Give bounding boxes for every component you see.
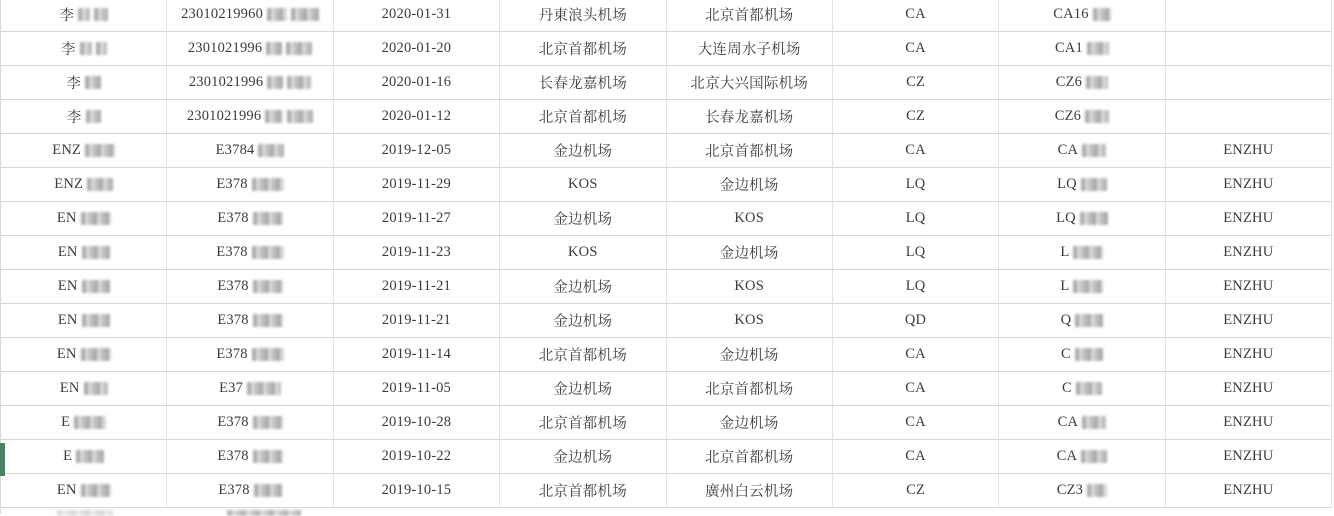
cell-text: ENZ: [54, 176, 84, 192]
cell-text: E: [63, 448, 73, 464]
cell-text: CZ: [906, 482, 926, 498]
cell-departure-airport-r15[interactable]: [500, 474, 666, 508]
cell-date-r10[interactable]: [334, 304, 500, 338]
cell-flight-number-r3[interactable]: [999, 66, 1165, 100]
cell-text: EN: [56, 346, 77, 362]
cell-text: 北京首都机场: [538, 110, 627, 126]
redaction-blur: [1082, 144, 1106, 157]
cell-passenger-pinyin-r12[interactable]: [1166, 372, 1332, 406]
cell-arrival-airport-r5[interactable]: [667, 134, 833, 168]
cell-text: KOS: [734, 278, 764, 294]
cell-date-r15[interactable]: [334, 474, 500, 508]
cell-id-number-r13[interactable]: [167, 406, 333, 440]
cell-flight-number-r1[interactable]: [999, 0, 1165, 32]
cell-airline-code-r14[interactable]: [833, 440, 999, 474]
cell-text: 金边机场: [719, 178, 779, 194]
cell-id-number-r1[interactable]: [167, 0, 333, 32]
cell-airline-code-r1[interactable]: [833, 0, 999, 32]
cell-departure-airport-r10[interactable]: [500, 304, 666, 338]
redaction-blur: [85, 144, 115, 157]
cell-text: 金边机场: [553, 450, 613, 466]
redaction-blur: [1082, 416, 1106, 429]
cell-text: 李: [66, 110, 82, 126]
cell-text: 2019-11-21: [381, 312, 451, 328]
cell-text: 北京首都机场: [538, 484, 627, 500]
cell-departure-airport-r7[interactable]: [500, 202, 666, 236]
cell-arrival-airport-r3[interactable]: [667, 66, 833, 100]
cell-text: 2019-11-27: [381, 210, 451, 226]
cell-id-number-r11[interactable]: [167, 338, 333, 372]
cell-arrival-airport-r1[interactable]: [667, 0, 833, 32]
cell-text: C: [1061, 346, 1071, 362]
cell-text: 金边机场: [553, 212, 613, 228]
cell-text: 北京首都机场: [538, 42, 627, 58]
cell-airline-code-r4[interactable]: [833, 100, 999, 134]
cell-arrival-airport-r9[interactable]: [667, 270, 833, 304]
redaction-blur: [81, 348, 111, 361]
cell-text: LQ: [1057, 176, 1077, 192]
cell-passenger-pinyin-r10[interactable]: [1166, 304, 1332, 338]
cell-text: CA: [1057, 414, 1079, 430]
cell-text: 2019-11-29: [381, 176, 451, 192]
cell-text: 北京大兴国际机场: [690, 76, 808, 92]
cell-text: CZ6: [1054, 108, 1082, 124]
cell-text: E: [61, 414, 71, 430]
cell-text: ENZHU: [1223, 176, 1274, 192]
cell-text: 金边机场: [553, 280, 613, 296]
cell-text: LQ: [905, 244, 926, 260]
cell-flight-number-r13[interactable]: [999, 406, 1165, 440]
cell-date-r7[interactable]: [334, 202, 500, 236]
cell-departure-airport-r6[interactable]: [500, 168, 666, 202]
cell-text: CA: [1056, 448, 1078, 464]
redaction-blur: [227, 510, 301, 516]
cell-flight-number-r2[interactable]: [999, 32, 1165, 66]
cell-text: CA: [905, 40, 926, 56]
cell-text: 丹東浪头机场: [538, 8, 627, 24]
cell-text: E37: [219, 380, 244, 396]
cell-text: CZ: [906, 74, 926, 90]
cell-id-number-r2[interactable]: [167, 32, 333, 66]
cell-id-number-r5[interactable]: [167, 134, 333, 168]
cell-text: CA: [905, 142, 926, 158]
cell-airline-code-r5[interactable]: [833, 134, 999, 168]
cell-text: 2301021996: [188, 74, 264, 90]
redaction-blur: [1087, 484, 1107, 497]
cell-text: CA1: [1054, 40, 1083, 56]
cell-text: 李: [59, 8, 75, 24]
cell-id-number-r3[interactable]: [167, 66, 333, 100]
cell-text: CA: [905, 414, 926, 430]
cell-date-r14[interactable]: [334, 440, 500, 474]
cell-text: 大连周水子机场: [697, 42, 801, 58]
cell-text: ENZ: [52, 142, 82, 158]
redaction-blur: [80, 42, 92, 55]
cell-departure-airport-r8[interactable]: [500, 236, 666, 270]
cell-id-number-r15[interactable]: [167, 474, 333, 508]
cell-text: E3784: [215, 142, 255, 158]
cell-text: E378: [216, 244, 248, 260]
cell-date-r8[interactable]: [334, 236, 500, 270]
cell-text: 2019-11-05: [381, 380, 451, 396]
cell-passenger-pinyin-r4[interactable]: [1166, 100, 1332, 134]
cell-passenger-pinyin-r2[interactable]: [1166, 32, 1332, 66]
cell-departure-airport-r12[interactable]: [500, 372, 666, 406]
cell-name-r13[interactable]: [1, 406, 167, 440]
cell-date-r2[interactable]: [334, 32, 500, 66]
cell-text: ENZHU: [1223, 142, 1274, 158]
cell-departure-airport-r13[interactable]: [500, 406, 666, 440]
redaction-blur: [1073, 246, 1103, 259]
cell-text: 2019-10-28: [381, 414, 452, 430]
cell-name-r14[interactable]: [1, 440, 167, 474]
cell-passenger-pinyin-r1[interactable]: [1166, 0, 1332, 32]
cell-date-r4[interactable]: [334, 100, 500, 134]
cell-name-r2[interactable]: [1, 32, 167, 66]
cell-passenger-pinyin-r8[interactable]: [1166, 236, 1332, 270]
cell-text: ENZHU: [1223, 482, 1274, 498]
cell-departure-airport-r5[interactable]: [500, 134, 666, 168]
redaction-blur: [252, 178, 284, 191]
redaction-blur: [254, 484, 282, 497]
redaction-blur: [266, 42, 282, 55]
redaction-blur: [84, 382, 108, 395]
redaction-blur: [265, 110, 283, 123]
cell-airline-code-r7[interactable]: [833, 202, 999, 236]
cell-text: CA16: [1053, 6, 1089, 22]
cell-text: E378: [218, 482, 250, 498]
cell-text: 金边机场: [719, 416, 779, 432]
cell-text: 2301021996: [186, 108, 262, 124]
cell-airline-code-r12[interactable]: [833, 372, 999, 406]
cell-text: E378: [217, 414, 249, 430]
cell-text: KOS: [734, 210, 764, 226]
redaction-blur: [85, 76, 101, 89]
cell-text: 廣州白云机场: [705, 484, 794, 500]
cell-text: EN: [56, 482, 77, 498]
cell-flight-number-r6[interactable]: [999, 168, 1165, 202]
redaction-blur: [74, 416, 106, 429]
cell-text: E378: [216, 176, 248, 192]
redaction-blur: [81, 484, 111, 497]
cell-text: E378: [216, 346, 248, 362]
redaction-blur: [253, 416, 283, 429]
cell-passenger-pinyin-r14[interactable]: [1166, 440, 1332, 474]
cell-text: 2020-01-12: [381, 108, 452, 124]
cell-name-r6[interactable]: [1, 168, 167, 202]
cell-id-number-r12[interactable]: [167, 372, 333, 406]
cell-text: EN: [57, 244, 78, 260]
redaction-blur: [1075, 348, 1103, 361]
cell-date-r12[interactable]: [334, 372, 500, 406]
cell-airline-code-r9[interactable]: [833, 270, 999, 304]
cell-passenger-pinyin-r11[interactable]: [1166, 338, 1332, 372]
cell-text: CZ: [906, 108, 926, 124]
cell-text: EN: [59, 380, 80, 396]
cell-passenger-pinyin-r13[interactable]: [1166, 406, 1332, 440]
cell-text: KOS: [568, 244, 598, 260]
cell-name-r15[interactable]: [1, 474, 167, 508]
cell-arrival-airport-r13[interactable]: [667, 406, 833, 440]
cell-passenger-pinyin-r9[interactable]: [1166, 270, 1332, 304]
cell-id-number-r8[interactable]: [167, 236, 333, 270]
cell-id-number-r10[interactable]: [167, 304, 333, 338]
cell-airline-code-r6[interactable]: [833, 168, 999, 202]
cell-date-r5[interactable]: [334, 134, 500, 168]
cell-date-r13[interactable]: [334, 406, 500, 440]
redaction-blur: [82, 314, 110, 327]
cell-id-number-r6[interactable]: [167, 168, 333, 202]
cell-text: LQ: [1056, 210, 1076, 226]
cell-text: 北京首都机场: [705, 144, 794, 160]
cell-arrival-airport-r11[interactable]: [667, 338, 833, 372]
redaction-blur: [247, 382, 281, 395]
cell-text: CA: [905, 346, 926, 362]
redaction-blur: [287, 110, 313, 123]
redaction-blur: [1087, 42, 1109, 55]
cell-text: 北京首都机场: [538, 416, 627, 432]
cell-text: 2020-01-20: [381, 40, 452, 56]
redaction-blur: [1080, 212, 1108, 225]
cell-name-r1[interactable]: [1, 0, 167, 32]
cell-arrival-airport-r7[interactable]: [667, 202, 833, 236]
cell-flight-number-r9[interactable]: [999, 270, 1165, 304]
cell-text: CZ6: [1055, 74, 1083, 90]
redaction-blur: [1086, 76, 1108, 89]
cell-departure-airport-r9[interactable]: [500, 270, 666, 304]
cell-name-r3[interactable]: [1, 66, 167, 100]
redaction-blur: [82, 280, 110, 293]
cell-name-r9[interactable]: [1, 270, 167, 304]
cell-arrival-airport-r12[interactable]: [667, 372, 833, 406]
redaction-blur: [1081, 178, 1107, 191]
cell-text: 北京首都机场: [705, 8, 794, 24]
redaction-blur: [253, 280, 283, 293]
cell-text: 金边机场: [553, 314, 613, 330]
cell-name-r11[interactable]: [1, 338, 167, 372]
cell-text: 2019-10-15: [381, 482, 452, 498]
redaction-blur: [82, 246, 110, 259]
redaction-blur: [267, 76, 283, 89]
cell-passenger-pinyin-r3[interactable]: [1166, 66, 1332, 100]
redaction-blur: [76, 450, 104, 463]
cell-text: ENZHU: [1223, 278, 1274, 294]
cell-text: CZ3: [1056, 482, 1084, 498]
cell-text: CA: [1057, 142, 1079, 158]
cell-date-r3[interactable]: [334, 66, 500, 100]
redaction-blur: [291, 8, 319, 21]
cell-flight-number-r10[interactable]: [999, 304, 1165, 338]
cell-text: 2020-01-31: [381, 6, 452, 22]
cell-flight-number-r12[interactable]: [999, 372, 1165, 406]
cell-text: QD: [904, 312, 927, 328]
cell-text: KOS: [734, 312, 764, 328]
cell-text: EN: [57, 312, 78, 328]
redaction-blur: [258, 144, 284, 157]
cell-departure-airport-r2[interactable]: [500, 32, 666, 66]
cell-text: 金边机场: [553, 382, 613, 398]
cell-arrival-airport-r4[interactable]: [667, 100, 833, 134]
cell-arrival-airport-r8[interactable]: [667, 236, 833, 270]
redaction-blur: [1075, 314, 1103, 327]
cell-airline-code-r15[interactable]: [833, 474, 999, 508]
cell-airline-code-r8[interactable]: [833, 236, 999, 270]
cell-departure-airport-r1[interactable]: [500, 0, 666, 32]
redaction-blur: [1085, 110, 1109, 123]
cell-text: 2019-11-21: [381, 278, 451, 294]
cell-airline-code-r3[interactable]: [833, 66, 999, 100]
cell-text: E378: [217, 278, 249, 294]
cell-text: 长春龙嘉机场: [538, 76, 627, 92]
redaction-blur: [267, 8, 287, 21]
cell-arrival-airport-r14[interactable]: [667, 440, 833, 474]
cell-text: 北京首都机场: [538, 348, 627, 364]
cell-text: 金边机场: [553, 144, 613, 160]
cell-text: 2019-10-22: [381, 448, 452, 464]
redaction-blur: [253, 212, 283, 225]
cell-text: CA: [905, 448, 926, 464]
cell-departure-airport-r4[interactable]: [500, 100, 666, 134]
cell-arrival-airport-r6[interactable]: [667, 168, 833, 202]
cell-text: ENZHU: [1223, 448, 1274, 464]
cell-text: 金边机场: [719, 246, 779, 262]
cell-flight-number-r15[interactable]: [999, 474, 1165, 508]
redaction-blur: [286, 42, 312, 55]
cell-name-r4[interactable]: [1, 100, 167, 134]
cell-flight-number-r14[interactable]: [999, 440, 1165, 474]
cell-date-r6[interactable]: [334, 168, 500, 202]
cell-text: ENZHU: [1223, 414, 1274, 430]
redaction-blur: [1073, 280, 1103, 293]
cell-id-number-r14[interactable]: [167, 440, 333, 474]
cell-flight-number-r11[interactable]: [999, 338, 1165, 372]
cell-date-r11[interactable]: [334, 338, 500, 372]
redaction-blur: [1081, 450, 1107, 463]
cell-text: ENZHU: [1223, 380, 1274, 396]
cell-id-number-r7[interactable]: [167, 202, 333, 236]
cell-airline-code-r2[interactable]: [833, 32, 999, 66]
cell-text: 长春龙嘉机场: [705, 110, 794, 126]
cell-text: ENZHU: [1223, 346, 1274, 362]
cell-text: ENZHU: [1223, 210, 1274, 226]
cell-text: CA: [905, 6, 926, 22]
cell-text: C: [1062, 380, 1072, 396]
cell-text: 2020-01-16: [381, 74, 452, 90]
cell-passenger-pinyin-r6[interactable]: [1166, 168, 1332, 202]
cell-text: LQ: [905, 210, 926, 226]
cell-name-r7[interactable]: [1, 202, 167, 236]
redaction-blur: [253, 314, 283, 327]
redaction-blur: [78, 8, 90, 21]
cell-passenger-pinyin-r15[interactable]: [1166, 474, 1332, 508]
cell-departure-airport-r14[interactable]: [500, 440, 666, 474]
cell-text: 李: [60, 42, 76, 58]
cell-text: KOS: [568, 176, 598, 192]
cell-passenger-pinyin-r5[interactable]: [1166, 134, 1332, 168]
cell-flight-number-r4[interactable]: [999, 100, 1165, 134]
redaction-blur: [57, 510, 113, 516]
cell-text: 2019-11-14: [381, 346, 451, 362]
cell-text: 2301021996: [187, 40, 263, 56]
cell-text: ENZHU: [1223, 244, 1274, 260]
cell-date-r1[interactable]: [334, 0, 500, 32]
partial-next-row: [0, 509, 1334, 514]
cell-id-number-r9[interactable]: [167, 270, 333, 304]
redaction-blur: [94, 8, 108, 21]
redaction-blur: [253, 450, 283, 463]
cell-name-r5[interactable]: [1, 134, 167, 168]
cell-airline-code-r13[interactable]: [833, 406, 999, 440]
cell-name-r8[interactable]: [1, 236, 167, 270]
redaction-blur: [1076, 382, 1102, 395]
cell-text: E378: [217, 210, 249, 226]
cell-flight-number-r8[interactable]: [999, 236, 1165, 270]
redaction-blur: [96, 42, 107, 55]
cell-text: LQ: [905, 176, 926, 192]
cell-airline-code-r11[interactable]: [833, 338, 999, 372]
cell-arrival-airport-r15[interactable]: [667, 474, 833, 508]
cell-text: L: [1060, 278, 1070, 294]
cell-text: EN: [56, 210, 77, 226]
cell-text: ENZHU: [1223, 312, 1274, 328]
cell-passenger-pinyin-r7[interactable]: [1166, 202, 1332, 236]
cell-date-r9[interactable]: [334, 270, 500, 304]
cell-text: CA: [905, 380, 926, 396]
cell-name-r10[interactable]: [1, 304, 167, 338]
cell-text: E378: [217, 448, 249, 464]
cell-text: 2019-11-23: [381, 244, 451, 260]
cell-departure-airport-r11[interactable]: [500, 338, 666, 372]
cell-arrival-airport-r10[interactable]: [667, 304, 833, 338]
redaction-blur: [287, 76, 311, 89]
cell-name-r12[interactable]: [1, 372, 167, 406]
cell-text: 2019-12-05: [381, 142, 452, 158]
cell-text: 北京首都机场: [705, 450, 794, 466]
cell-text: E378: [217, 312, 249, 328]
cell-departure-airport-r3[interactable]: [500, 66, 666, 100]
cell-text: EN: [57, 278, 78, 294]
cell-flight-number-r7[interactable]: [999, 202, 1165, 236]
redaction-blur: [252, 348, 284, 361]
cell-airline-code-r10[interactable]: [833, 304, 999, 338]
redaction-blur: [1093, 8, 1111, 21]
cell-arrival-airport-r2[interactable]: [667, 32, 833, 66]
redaction-blur: [81, 212, 111, 225]
cell-text: 金边机场: [719, 348, 779, 364]
cell-flight-number-r5[interactable]: [999, 134, 1165, 168]
cell-text: 23010219960: [181, 6, 264, 22]
redaction-blur: [87, 178, 113, 191]
cell-text: L: [1060, 244, 1070, 260]
cell-id-number-r4[interactable]: [167, 100, 333, 134]
cell-text: Q: [1060, 312, 1072, 328]
cell-text: 李: [66, 76, 82, 92]
cell-text: LQ: [905, 278, 926, 294]
redaction-blur: [86, 110, 101, 123]
row-selection-strip: [0, 443, 5, 476]
redaction-blur: [252, 246, 284, 259]
cell-text: 北京首都机场: [705, 382, 794, 398]
